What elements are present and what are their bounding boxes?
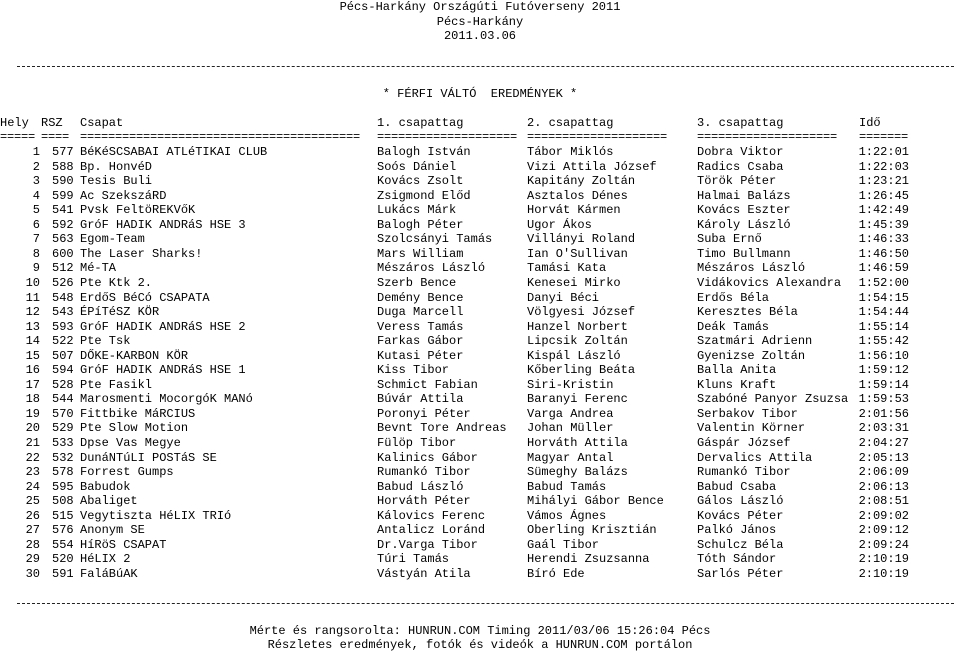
cell-member-2: Bíró Ede	[527, 566, 585, 581]
cell-time: 1:54:15	[858, 290, 909, 305]
cell-bib: 508	[52, 494, 74, 509]
cell-member-1: Szerb Bence	[377, 275, 457, 290]
cell-member-3: Serbakov Tibor	[697, 406, 798, 421]
cell-member-1: Túri Tamás	[377, 552, 450, 567]
cell-bib: 590	[52, 174, 74, 189]
header-separator	[0, 130, 960, 145]
cell-bib: 548	[52, 290, 74, 305]
cell-time: 2:10:19	[858, 552, 909, 567]
cell-member-1: Balogh István	[377, 145, 471, 159]
cell-time: 1:42:49	[858, 203, 909, 218]
cell-team: Abaliget	[80, 494, 138, 509]
cell-bib: 520	[52, 552, 74, 567]
cell-bib: 528	[52, 377, 74, 392]
cell-place: 7	[32, 232, 40, 247]
cell-member-2: Johan Müller	[527, 421, 614, 436]
cell-place: 16	[25, 363, 40, 378]
sep-rsz: ====	[41, 130, 70, 144]
cell-member-2: Horváth Attila	[527, 436, 628, 450]
cell-member-3: Sarlós Péter	[697, 566, 784, 581]
cell-place: 17	[25, 377, 40, 392]
table-row	[0, 494, 960, 509]
cell-member-2: Ugor Ákos	[527, 217, 592, 232]
cell-bib: 594	[52, 363, 74, 378]
cell-time: 2:09:12	[858, 523, 909, 538]
cell-time: 1:59:53	[858, 392, 909, 407]
cell-member-2: Vizi Attila József	[527, 159, 657, 174]
cell-member-2: Gaál Tibor	[527, 537, 600, 552]
event-route: Pécs-Harkány	[436, 14, 524, 29]
cell-team: The Laser Sharks!	[80, 246, 203, 261]
sep-hely: =====	[0, 130, 36, 144]
cell-member-3: Palkó János	[697, 523, 777, 538]
cell-team: ÉPíTéSZ KÖR	[80, 305, 160, 320]
table-row	[0, 552, 960, 567]
cell-time: 1:46:33	[858, 232, 909, 247]
cell-team: Pte Ktk 2.	[80, 275, 153, 290]
cell-bib: 578	[52, 465, 74, 480]
cell-time: 1:56:10	[858, 348, 909, 363]
cell-bib: 515	[52, 508, 74, 523]
cell-place: 3	[32, 174, 40, 189]
table-row	[0, 436, 960, 451]
cell-bib: 543	[52, 305, 74, 320]
cell-place: 22	[25, 450, 40, 465]
cell-member-1: Mars William	[377, 246, 464, 261]
cell-bib: 593	[52, 319, 74, 334]
sep-csapat: ========================================	[80, 130, 361, 144]
cell-bib: 600	[52, 246, 74, 261]
cell-member-3: Mészáros László	[697, 261, 806, 276]
cell-place: 11	[25, 290, 40, 305]
cell-member-3: Balla Anita	[697, 363, 777, 378]
cell-time: 1:46:50	[858, 246, 909, 261]
cell-member-3: Tóth Sándor	[697, 552, 777, 567]
cell-place: 30	[25, 566, 40, 581]
cell-member-1: Duga Marcell	[377, 305, 464, 320]
cell-member-3: Gálos László	[697, 494, 784, 509]
table-row	[0, 160, 960, 175]
cell-member-2: Kenesei Mirko	[527, 275, 621, 290]
cell-member-3: Kluns Kraft	[697, 377, 777, 392]
col-hely: Hely	[0, 116, 29, 130]
cell-bib: 588	[52, 159, 74, 174]
cell-member-2: Magyar Antal	[527, 450, 614, 465]
table-row	[0, 349, 960, 364]
col-member-2: 2. csapattag	[527, 116, 614, 130]
cell-member-3: Dervalics Attila	[697, 450, 813, 465]
table-row	[0, 378, 960, 393]
cell-place: 5	[32, 203, 40, 218]
table-row	[0, 451, 960, 466]
cell-member-1: Kutasi Péter	[377, 348, 464, 363]
cell-team: Bp. HonvéD	[80, 159, 153, 174]
cell-place: 25	[25, 494, 40, 509]
cell-member-3: Gyenizse Zoltán	[697, 348, 806, 363]
cell-team: HíRöS CSAPAT	[80, 537, 167, 552]
cell-bib: 577	[52, 145, 74, 159]
cell-member-1: Kalinics Gábor	[377, 450, 478, 465]
cell-member-3: Rumankó Tibor	[697, 465, 791, 480]
cell-time: 2:04:27	[858, 436, 909, 450]
cell-team: DŐKE-KARBON KÖR	[80, 348, 189, 363]
cell-team: FaláBúAK	[80, 566, 138, 581]
table-row	[0, 305, 960, 320]
cell-team: Babudok	[80, 479, 131, 494]
sep-member-2: ====================	[527, 130, 668, 144]
cell-time: 2:08:51	[858, 494, 909, 509]
cell-member-3: Valentin Körner	[697, 421, 806, 436]
cell-team: ErdőS BéCó CSAPATA	[80, 290, 210, 305]
cell-place: 10	[25, 275, 40, 290]
col-member-1: 1. csapattag	[377, 116, 464, 130]
table-row	[0, 189, 960, 204]
cell-member-2: Tábor Miklós	[527, 145, 614, 159]
cell-member-1: Antalicz Loránd	[377, 523, 486, 538]
cell-member-1: Lukács Márk	[377, 203, 457, 218]
cell-member-3: Török Péter	[697, 174, 777, 189]
cell-member-1: Dr.Varga Tibor	[377, 537, 478, 552]
cell-member-1: Vástyán Atila	[377, 566, 471, 581]
cell-member-1: Fülöp Tibor	[377, 436, 457, 450]
cell-place: 23	[25, 465, 40, 480]
cell-member-3: Keresztes Béla	[697, 305, 798, 320]
cell-team: HéLIX 2	[80, 552, 131, 567]
cell-member-3: Kovács Eszter	[697, 203, 791, 218]
cell-member-2: Völgyesi József	[527, 305, 636, 320]
cell-member-3: Babud Csaba	[697, 479, 777, 494]
cell-member-3: Szabóné Panyor Zsuzsa	[697, 392, 849, 407]
table-row	[0, 174, 960, 189]
cell-member-1: Szolcsányi Tamás	[377, 232, 493, 247]
table-row	[0, 145, 960, 160]
cell-time: 1:52:00	[858, 275, 909, 290]
cell-time: 1:22:03	[858, 159, 909, 174]
cell-member-3: Szatmári Adrienn	[697, 334, 813, 349]
cell-member-1: Poronyi Péter	[377, 406, 471, 421]
cell-time: 2:03:31	[858, 421, 909, 436]
cell-member-1: Zsigmond Előd	[377, 188, 471, 203]
cell-member-3: Kovács Péter	[697, 508, 784, 523]
cell-place: 26	[25, 508, 40, 523]
cell-place: 19	[25, 406, 40, 421]
cell-place: 28	[25, 537, 40, 552]
cell-team: Pte Fasikl	[80, 377, 153, 392]
cell-member-3: Schulcz Béla	[697, 537, 784, 552]
cell-member-3: Vidákovics Alexandra	[697, 275, 842, 290]
cell-team: Ac SzekszáRD	[80, 188, 167, 203]
cell-member-2: Lipcsik Zoltán	[527, 334, 628, 349]
cell-time: 1:26:45	[858, 188, 909, 203]
event-date: 2011.03.06	[443, 29, 516, 44]
cell-member-1: Veress Tamás	[377, 319, 464, 334]
table-row	[0, 247, 960, 262]
cell-time: 1:23:21	[858, 174, 909, 189]
cell-member-2: Babud Tamás	[527, 479, 607, 494]
cell-bib: 554	[52, 537, 74, 552]
cell-team: Vegytiszta HéLIX TRIó	[80, 508, 232, 523]
cell-member-1: Bevnt Tore Andreas	[377, 421, 507, 436]
cell-team: Fittbike MáRCIUS	[80, 406, 196, 421]
table-row	[0, 276, 960, 291]
cell-time: 2:09:02	[858, 508, 909, 523]
table-row	[0, 509, 960, 524]
cell-member-1: Demény Bence	[377, 290, 464, 305]
cell-member-2: Horvát Kármen	[527, 203, 621, 218]
cell-bib: 563	[52, 232, 74, 247]
cell-bib: 570	[52, 406, 74, 421]
cell-member-1: Kálovics Ferenc	[377, 508, 486, 523]
table-row	[0, 320, 960, 335]
cell-member-2: Herendi Zsuzsanna	[527, 552, 650, 567]
cell-team: Egom-Team	[80, 232, 145, 247]
cell-place: 13	[25, 319, 40, 334]
cell-time: 2:01:56	[858, 406, 909, 421]
cell-member-2: Oberling Krisztián	[527, 523, 657, 538]
cell-time: 1:55:42	[858, 334, 909, 349]
cell-time: 1:54:44	[858, 305, 909, 320]
table-row	[0, 567, 960, 582]
cell-member-2: Kapitány Zoltán	[527, 174, 636, 189]
cell-member-3: Timo Bullmann	[697, 246, 791, 261]
cell-team: Dpse Vas Megye	[80, 436, 181, 450]
cell-team: Anonym SE	[80, 523, 145, 538]
cell-bib: 529	[52, 421, 74, 436]
cell-place: 9	[32, 261, 40, 276]
cell-member-2: Baranyi Ferenc	[527, 392, 628, 407]
cell-bib: 522	[52, 334, 74, 349]
sep-member-1: ====================	[377, 130, 518, 144]
cell-member-1: Búvár Attila	[377, 392, 464, 407]
cell-member-1: Kovács Zsolt	[377, 174, 464, 189]
cell-bib: 532	[52, 450, 74, 465]
cell-member-3: Radics Csaba	[697, 159, 784, 174]
cell-place: 4	[32, 188, 40, 203]
cell-member-2: Hanzel Norbert	[527, 319, 628, 334]
cell-bib: 512	[52, 261, 74, 276]
cell-place: 8	[32, 246, 40, 261]
cell-team: GróF HADIK ANDRáS HSE 1	[80, 363, 246, 378]
cell-place: 21	[25, 436, 40, 450]
cell-place: 14	[25, 334, 40, 349]
cell-member-2: Tamási Kata	[527, 261, 607, 276]
cell-team: Mé-TA	[80, 261, 117, 276]
cell-time: 2:06:09	[858, 465, 909, 480]
table-row	[0, 523, 960, 538]
cell-place: 18	[25, 392, 40, 407]
cell-member-3: Dobra Viktor	[697, 145, 784, 159]
cell-bib: 591	[52, 566, 74, 581]
cell-member-1: Farkas Gábor	[377, 334, 464, 349]
cell-bib: 533	[52, 436, 74, 450]
cell-member-1: Kiss Tibor	[377, 363, 450, 378]
cell-member-1: Schmict Fabian	[377, 377, 478, 392]
cell-time: 1:46:59	[858, 261, 909, 276]
table-row	[0, 407, 960, 422]
cell-member-3: Erdős Béla	[697, 290, 770, 305]
cell-time: 2:10:19	[858, 566, 909, 581]
footer-timing: Mérte és rangsorolta: HUNRUN.COM Timing 2011/03/06 15:26:04 Pécs	[249, 624, 711, 638]
cell-team: Pte Slow Motion	[80, 421, 189, 436]
table-row	[0, 334, 960, 349]
cell-place: 29	[25, 552, 40, 567]
cell-member-1: Mészáros László	[377, 261, 486, 276]
table-row	[0, 392, 960, 407]
cell-member-2: Kispál László	[527, 348, 621, 363]
table-row	[0, 291, 960, 306]
cell-place: 12	[25, 305, 40, 320]
cell-place: 27	[25, 523, 40, 538]
col-csapat: Csapat	[80, 116, 124, 130]
cell-member-1: Rumankó Tibor	[377, 465, 471, 480]
cell-team: Tesis Buli	[80, 174, 153, 189]
cell-team: Forrest Gumps	[80, 465, 174, 480]
cell-place: 2	[32, 159, 40, 174]
cell-member-1: Babud László	[377, 479, 464, 494]
table-row	[0, 480, 960, 495]
table-row	[0, 261, 960, 276]
cell-member-2: Sümeghy Balázs	[527, 465, 628, 480]
cell-bib: 599	[52, 188, 74, 203]
table-row	[0, 465, 960, 480]
cell-member-3: Gáspár József	[697, 436, 791, 450]
cell-time: 1:22:01	[858, 145, 909, 159]
cell-member-2: Villányi Roland	[527, 232, 636, 247]
cell-time: 2:09:24	[858, 537, 909, 552]
cell-team: Pvsk FeltöREKVőK	[80, 203, 196, 218]
table-row	[0, 218, 960, 233]
cell-member-2: Kőberling Beáta	[527, 363, 636, 378]
table-row	[0, 203, 960, 218]
bottom-divider	[17, 603, 954, 604]
cell-member-2: Danyi Béci	[527, 290, 600, 305]
table-row	[0, 421, 960, 436]
cell-time: 1:59:14	[858, 377, 909, 392]
cell-time: 1:55:14	[858, 319, 909, 334]
col-rsz: RSZ	[41, 116, 63, 130]
cell-place: 1	[32, 145, 40, 159]
table-row	[0, 363, 960, 378]
cell-member-2: Ian O'Sullivan	[527, 246, 628, 261]
cell-member-2: Vámos Ágnes	[527, 508, 607, 523]
top-divider	[17, 66, 954, 67]
column-header-row	[0, 116, 960, 131]
cell-place: 20	[25, 421, 40, 436]
col-ido: Idő	[859, 116, 881, 130]
cell-member-2: Mihályi Gábor Bence	[527, 494, 664, 509]
cell-member-2: Varga Andrea	[527, 406, 614, 421]
section-title: * FÉRFI VÁLTÓ EREDMÉNYEK *	[382, 87, 578, 101]
cell-team: BéKéSCSABAI ATLéTIKAI CLUB	[80, 145, 268, 159]
cell-time: 1:45:39	[858, 217, 909, 232]
cell-member-2: Siri-Kristin	[527, 377, 614, 392]
cell-member-3: Deák Tamás	[697, 319, 770, 334]
cell-bib: 595	[52, 479, 74, 494]
cell-bib: 592	[52, 217, 74, 232]
event-title: Pécs-Harkány Országúti Futóverseny 2011	[339, 0, 621, 14]
cell-time: 1:59:12	[858, 363, 909, 378]
sep-member-3: ====================	[697, 130, 838, 144]
cell-team: Marosmenti MocorgóK MANó	[80, 392, 253, 407]
table-row	[0, 538, 960, 553]
cell-team: GróF HADIK ANDRáS HSE 3	[80, 217, 246, 232]
cell-member-1: Balogh Péter	[377, 217, 464, 232]
col-member-3: 3. csapattag	[697, 116, 784, 130]
cell-member-3: Suba Ernő	[697, 232, 762, 247]
sep-ido: =======	[859, 130, 909, 144]
cell-bib: 576	[52, 523, 74, 538]
cell-place: 6	[32, 217, 40, 232]
cell-bib: 507	[52, 348, 74, 363]
footer-portal: Részletes eredmények, fotók és videók a HUNRUN.COM portálon	[267, 638, 693, 652]
cell-member-1: Horváth Péter	[377, 494, 471, 509]
cell-team: GróF HADIK ANDRáS HSE 2	[80, 319, 246, 334]
cell-time: 2:06:13	[858, 479, 909, 494]
cell-team: DunáNTúLI POSTáS SE	[80, 450, 217, 465]
cell-bib: 544	[52, 392, 74, 407]
cell-bib: 526	[52, 275, 74, 290]
cell-member-3: Halmai Balázs	[697, 188, 791, 203]
cell-member-3: Károly László	[697, 217, 791, 232]
table-row	[0, 232, 960, 247]
cell-time: 2:05:13	[858, 450, 909, 465]
cell-place: 15	[25, 348, 40, 363]
cell-member-2: Asztalos Dénes	[527, 188, 628, 203]
cell-member-1: Soós Dániel	[377, 159, 457, 174]
cell-place: 24	[25, 479, 40, 494]
cell-team: Pte Tsk	[80, 334, 131, 349]
cell-bib: 541	[52, 203, 74, 218]
